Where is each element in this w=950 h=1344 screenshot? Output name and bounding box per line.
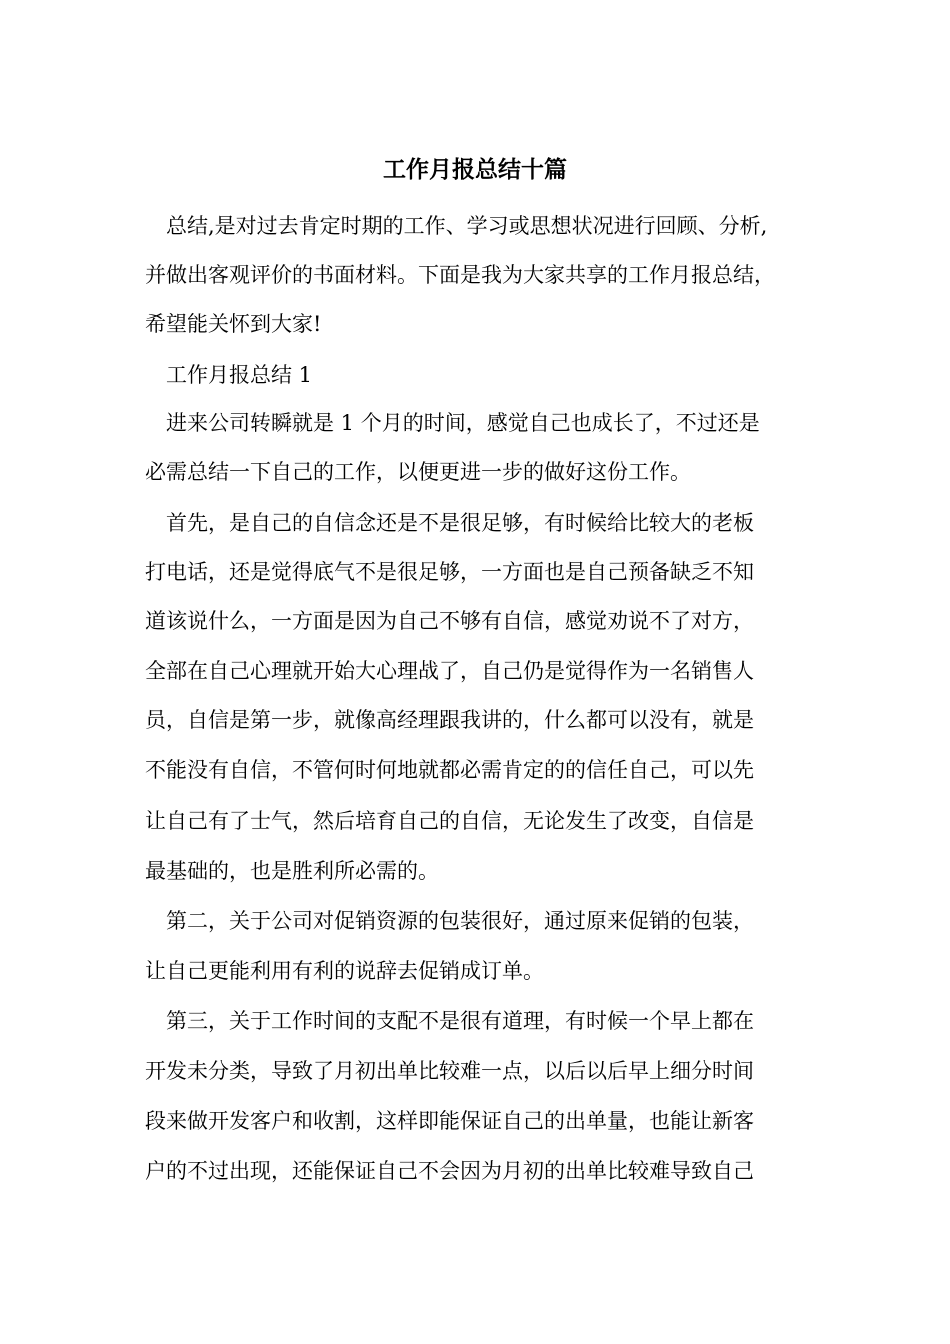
paragraph-line: 并做出客观评价的书面材料。下面是我为大家共享的工作月报总结， [145, 263, 775, 287]
paragraph-line: 第二，关于公司对促销资源的包装很好，通过原来促销的包装， [166, 909, 754, 933]
paragraph-line: 员，自信是第一步，就像高经理跟我讲的，什么都可以没有，就是 [145, 708, 754, 732]
paragraph-line: 必需总结一下自己的工作，以便更进一步的做好这份工作。 [145, 460, 691, 484]
paragraph-line: 道该说什么，一方面是因为自己不够有自信，感觉劝说不了对方， [145, 609, 754, 633]
paragraph-line: 首先，是自己的自信念还是不是很足够，有时候给比较大的老板 [166, 511, 754, 535]
paragraph-line: 希望能关怀到大家! [145, 312, 322, 336]
paragraph-line: 开发未分类，导致了月初出单比较难一点，以后以后早上细分时间 [145, 1059, 754, 1083]
paragraph-line: 让自己更能利用有利的说辞去促销成订单。 [145, 959, 544, 983]
paragraph-line: 不能没有自信，不管何时何地就都必需肯定的的信任自己，可以先 [145, 758, 754, 782]
paragraph-line: 户的不过出现，还能保证自己不会因为月初的出单比较难导致自己 [145, 1159, 754, 1183]
paragraph-line: 第三，关于工作时间的支配不是很有道理，有时候一个早上都在 [166, 1009, 754, 1033]
paragraph-line: 最基础的，也是胜利所必需的。 [145, 859, 439, 883]
paragraph-line: 段来做开发客户和收割，这样即能保证自己的出单量，也能让新客 [145, 1109, 754, 1133]
document-title: 工作月报总结十篇 [383, 156, 567, 183]
paragraph-line: 打电话，还是觉得底气不是很足够，一方面也是自己预备缺乏不知 [145, 560, 754, 584]
paragraph-line: 全部在自己心理就开始大心理战了，自己仍是觉得作为一名销售人 [145, 659, 754, 683]
paragraph-line: 让自己有了士气，然后培育自己的自信，无论发生了改变，自信是 [145, 809, 754, 833]
paragraph-line: 进来公司转瞬就是 1 个月的时间，感觉自己也成长了，不过还是 [166, 411, 760, 435]
section-heading: 工作月报总结 1 [166, 363, 313, 387]
paragraph-line: 总结,是对过去肯定时期的工作、学习或思想状况进行回顾、分析, [166, 214, 768, 238]
